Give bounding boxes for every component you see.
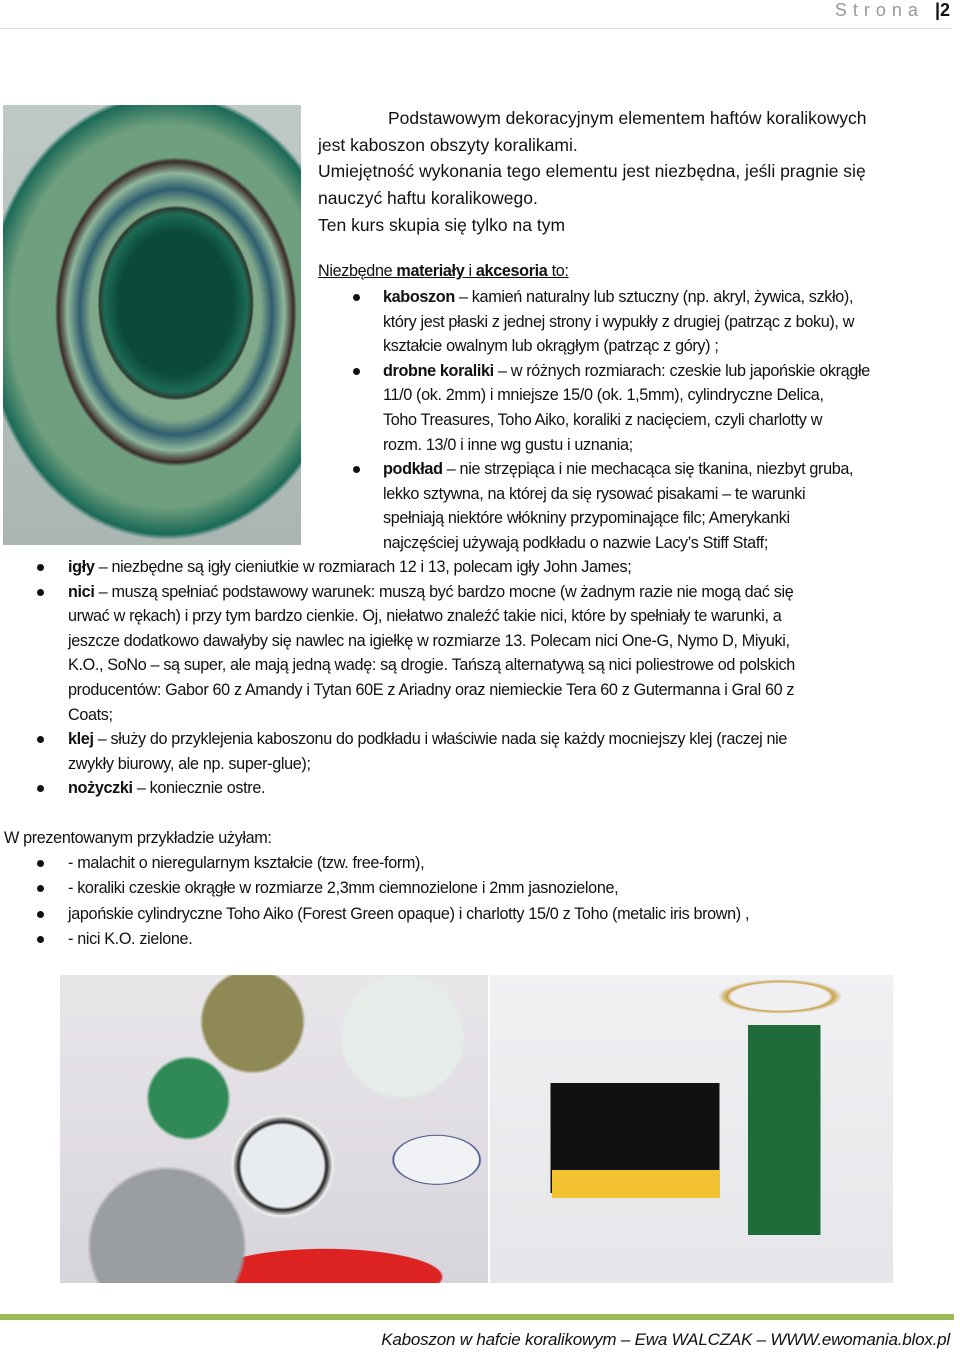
bullet-icon bbox=[37, 785, 44, 792]
item-term: podkład bbox=[383, 460, 443, 479]
example-section bbox=[4, 826, 749, 952]
item-line bbox=[383, 482, 870, 507]
page-footer: Kaboszon w hafcie koralikowym – Ewa WALCZAK – WWW.ewomania.blox.pl bbox=[381, 1330, 950, 1349]
item-text: producentów: Gabor 60 z Amandy i Tytan 60E z Ariadny oraz niemieckie Tera 60 z Gutermanna i Gral 60 z bbox=[68, 680, 795, 699]
indented-bullet-list bbox=[383, 285, 870, 556]
bullet-icon bbox=[37, 911, 44, 918]
item-line bbox=[68, 580, 795, 605]
list-item bbox=[68, 876, 749, 901]
item-line bbox=[68, 776, 795, 801]
item-line bbox=[383, 285, 870, 310]
header-divider bbox=[0, 28, 952, 29]
item-line bbox=[383, 531, 870, 556]
item-text: Coats; bbox=[68, 705, 113, 724]
item-line bbox=[68, 604, 795, 629]
needle-pack-label bbox=[552, 1170, 720, 1198]
item-term: nici bbox=[68, 582, 95, 601]
item-text: japońskie cylindryczne Toho Aiko (Forest Green opaque) i charlotty 15/0 z Toho (metalic iris brown) , bbox=[68, 904, 750, 923]
materials-heading bbox=[318, 259, 569, 284]
item-text: – kamień naturalny lub sztuczny (np. akryl, żywica, szkło), bbox=[454, 288, 854, 306]
list-item bbox=[68, 902, 749, 927]
heading-text: i bbox=[464, 262, 476, 280]
item-line bbox=[383, 506, 870, 531]
item-text: – niezbędne są igły cieniutkie w rozmiarach 12 i 13, polecam igły John James; bbox=[94, 558, 632, 576]
page-header: Strona |2 bbox=[834, 0, 950, 20]
item-line bbox=[383, 310, 870, 335]
bullet-icon bbox=[353, 294, 360, 301]
item-line bbox=[383, 457, 870, 482]
beaded-cabochon-photo bbox=[3, 105, 301, 545]
item-text: lekko sztywna, na której da się rysować pisakami – te warunki bbox=[383, 484, 806, 503]
scissors-needles-photo bbox=[490, 975, 893, 1283]
item-text: rozm. 13/0 i inne wg gustu i uznania; bbox=[383, 435, 633, 454]
item-line bbox=[383, 408, 870, 433]
bullet-icon bbox=[353, 466, 360, 473]
item-term: nożyczki bbox=[68, 779, 133, 798]
item-text: - koraliki czeskie okrągłe w rozmiarze 2,3mm ciemnozielone i 2mm jasnozielone, bbox=[68, 879, 619, 898]
item-text: - nici K.O. zielone. bbox=[68, 930, 193, 949]
heading-text: Niezbędne bbox=[318, 262, 397, 280]
list-item bbox=[383, 359, 870, 457]
item-text: zwykły biurowy, ale np. super-glue); bbox=[68, 754, 311, 773]
item-text: K.O., SoNo – są super, ale mają jedną wadę: są drogie. Tańszą alternatywą są nici poliestrowe od polskich bbox=[68, 656, 795, 675]
intro-line: nauczyć haftu koralikowego. bbox=[318, 188, 538, 209]
list-item bbox=[68, 580, 795, 728]
item-term: kaboszon bbox=[383, 288, 455, 306]
threads-photo bbox=[60, 975, 488, 1283]
item-text: urwać w rękach) i przy tym bardzo cienkie. Oj, niełatwo znaleźć takie nici, które by spełniały te warunki, a bbox=[68, 607, 782, 626]
intro-line: Umiejętność wykonania tego elementu jest niezbędna, jeśli pragnie się bbox=[318, 161, 866, 182]
list-item bbox=[68, 727, 795, 776]
heading-bold: materiały bbox=[396, 262, 465, 280]
item-text: najczęściej używają podkładu o nazwie Lacy’s Stiff Staff; bbox=[383, 533, 768, 552]
bullet-icon bbox=[37, 885, 44, 892]
intro-line: Podstawowym dekoracyjnym elementem haftów koralikowych bbox=[388, 108, 867, 128]
item-text: Toho Treasures, Toho Aiko, koraliki z nacięciem, czyli charlotty w bbox=[383, 410, 823, 429]
item-text: jeszcze dodatkowo dawałyby się nawlec na igiełkę w rozmiarze 13. Polecam nici One-G, Nymo D, Miyuki, bbox=[68, 631, 790, 650]
bullet-icon bbox=[37, 936, 44, 943]
bullet-icon bbox=[37, 860, 44, 867]
item-line bbox=[68, 752, 795, 777]
header-label: Strona bbox=[834, 0, 924, 20]
item-line bbox=[68, 629, 795, 654]
item-text: – koniecznie ostre. bbox=[132, 779, 266, 798]
item-text: 11/0 (ok. 2mm) i mniejsze 15/0 (ok. 1,5mm), cylindryczne Delica, bbox=[383, 386, 824, 405]
item-text: – w różnych rozmiarach: czeskie lub japońskie okrągłe bbox=[493, 361, 870, 380]
item-line bbox=[383, 433, 870, 458]
list-item bbox=[68, 776, 795, 801]
item-text: – nie strzępiąca i nie mechacąca się tkanina, niezbyt gruba, bbox=[442, 460, 854, 479]
item-text: który jest płaski z jednej strony i wypukły z drugiej (patrząc z boku), w bbox=[383, 312, 855, 331]
list-item bbox=[68, 851, 749, 876]
item-term: igły bbox=[68, 558, 95, 576]
item-text: – służy do przyklejenia kaboszonu do podkładu i właściwie nada się każdy mocniejszy klej (raczej nie bbox=[93, 730, 788, 749]
item-line bbox=[383, 334, 870, 359]
bullet-list bbox=[68, 555, 795, 801]
item-text: spełniają niektóre włókniny przypominające filc; Amerykanki bbox=[383, 509, 790, 528]
bullet-icon bbox=[37, 564, 44, 571]
item-line bbox=[68, 703, 795, 728]
list-item bbox=[383, 285, 870, 359]
bullet-icon bbox=[353, 368, 360, 375]
bullet-icon bbox=[37, 736, 44, 743]
bullet-icon bbox=[37, 589, 44, 596]
page-number: 2 bbox=[939, 0, 950, 20]
item-line bbox=[68, 555, 795, 580]
intro-line: Ten kurs skupia się tylko na tym bbox=[318, 214, 566, 235]
list-item bbox=[68, 555, 795, 580]
item-term: drobne koraliki bbox=[383, 361, 494, 380]
list-item bbox=[68, 927, 749, 952]
heading-text: to: bbox=[547, 262, 569, 280]
item-line bbox=[68, 727, 795, 752]
heading-bold: akcesoria bbox=[475, 262, 548, 280]
list-item bbox=[383, 457, 870, 555]
item-text: kształcie owalnym lub okrągłym (patrząc z góry) ; bbox=[383, 337, 719, 356]
item-line bbox=[383, 359, 870, 384]
intro-line: jest kaboszon obszyty koralikami. bbox=[318, 134, 578, 155]
item-line bbox=[383, 383, 870, 408]
item-term: klej bbox=[68, 730, 94, 749]
example-heading: W prezentowanym przykładzie użyłam: bbox=[4, 829, 272, 847]
item-text: – muszą spełniać podstawowy warunek: muszą być bardzo mocne (w żadnym razie nie mogą dać się bbox=[94, 582, 794, 601]
item-line bbox=[68, 653, 795, 678]
intro-paragraph bbox=[318, 105, 867, 238]
item-text: - malachit o nieregularnym kształcie (tzw. free-form), bbox=[68, 853, 425, 872]
footer-divider bbox=[0, 1314, 954, 1320]
item-line bbox=[68, 678, 795, 703]
